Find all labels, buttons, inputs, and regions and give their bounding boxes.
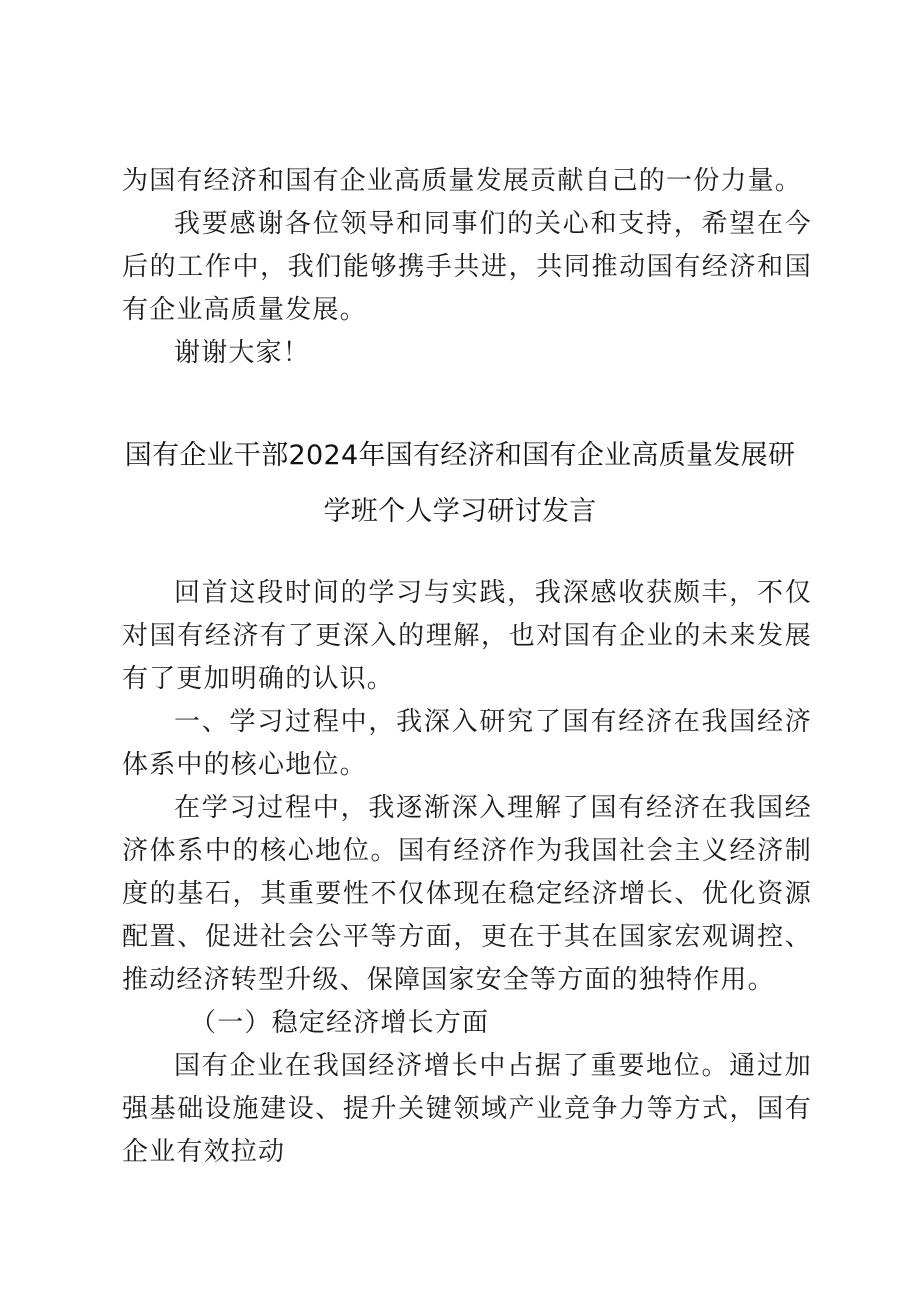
paragraph-thanks-leaders: 我要感谢各位领导和同事们的关心和支持，希望在今后的工作中，我们能够携手共进，共同推动国有经济和国有企业高质量发展。 [122, 209, 812, 325]
paragraph-intro: 回首这段时间的学习与实践，我深感收获颇丰，不仅对国有经济有了更深入的理解，也对国有企业的未来发展有了更加明确的认识。 [122, 578, 812, 694]
paragraph-economic-growth: 国有企业在我国经济增长中占据了重要地位。通过加强基础设施建设、提升关键领域产业竞争力等方式，国有企业有效拉动 [122, 1051, 812, 1167]
paragraph-core-position: 在学习过程中，我逐渐深入理解了国有经济在我国经济体系中的核心地位。国有经济作为我国社会主义经济制度的基石，其重要性不仅体现在稳定经济增长、优化资源配置、促进社会公平等方面，更在于其在国家宏观调控、推动经济转型升级、保障国家安全等方面的独特作用。 [122, 793, 812, 995]
closing-section [122, 160, 812, 375]
paragraph-thank-you: 谢谢大家！ [174, 338, 311, 368]
section-heading-1: 一、学习过程中，我深入研究了国有经济在我国经济体系中的核心地位。 [122, 707, 812, 780]
article-title [100, 428, 820, 540]
article-body [122, 572, 812, 1174]
article-title-line-1: 国有企业干部2024年国有经济和国有企业高质量发展研 [124, 440, 796, 471]
article-title-line-2: 学班个人学习研讨发言 [323, 496, 597, 527]
paragraph-continuation: 为国有经济和国有企业高质量发展贡献自己的一份力量。 [122, 166, 803, 196]
subsection-heading-1: （一）稳定经济增长方面 [190, 1008, 490, 1038]
